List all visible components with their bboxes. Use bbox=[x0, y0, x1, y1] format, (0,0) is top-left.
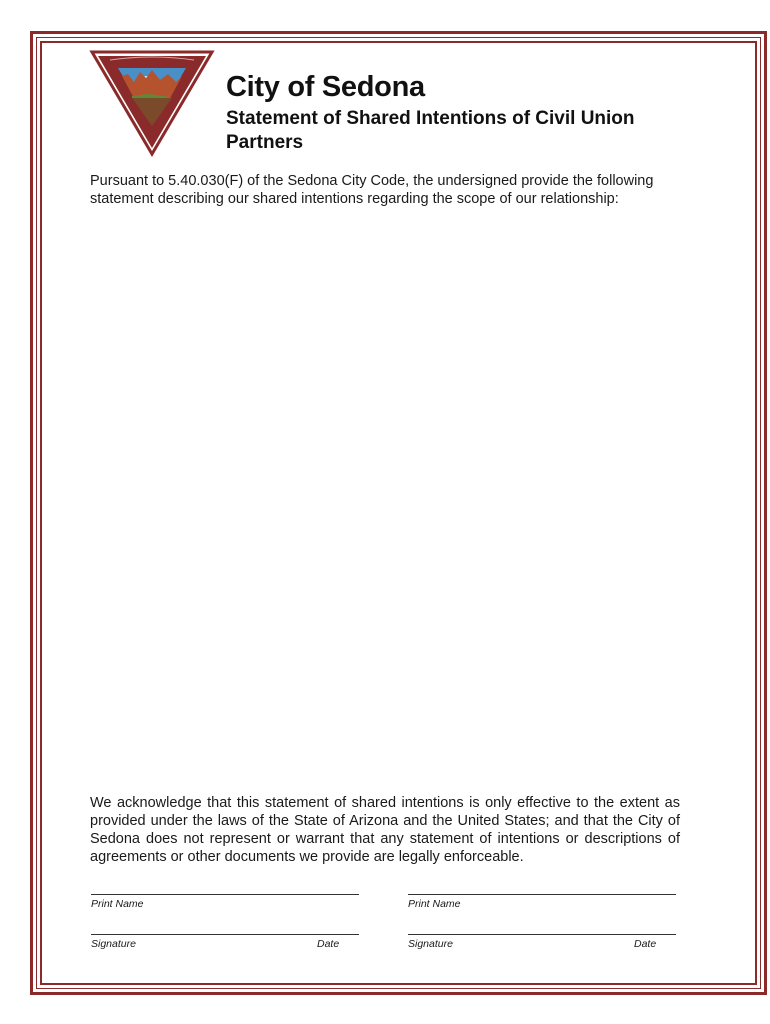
left-print-name-line[interactable] bbox=[91, 894, 359, 895]
acknowledgment-paragraph: We acknowledge that this statement of shared intentions is only effective to the extent as provided under the laws of the State of Arizona and the United States; and that the City of Sedona does not represent or warrant that any statement of intentions or descriptions of agreements or other documents we provide are legally enforceable. bbox=[90, 795, 680, 865]
page-subtitle: Statement of Shared Intentions of Civil Union Partners bbox=[226, 108, 635, 153]
right-print-name-label: Print Name bbox=[408, 898, 461, 910]
city-of-sedona-seal-logo bbox=[88, 50, 216, 158]
left-signature-line[interactable] bbox=[91, 934, 359, 935]
right-print-name-line[interactable] bbox=[408, 894, 676, 895]
statement-writing-area[interactable] bbox=[90, 215, 680, 785]
right-signature-line[interactable] bbox=[408, 934, 676, 935]
intro-paragraph: Pursuant to 5.40.030(F) of the Sedona City Code, the undersigned provide the following statement describing our shared intentions regarding the scope of our relationship: bbox=[90, 173, 654, 207]
left-signature-label: Signature bbox=[91, 938, 136, 950]
page-title: City of Sedona bbox=[226, 71, 425, 103]
right-signature-label: Signature bbox=[408, 938, 453, 950]
right-date-label: Date bbox=[634, 938, 657, 950]
left-date-label: Date bbox=[317, 938, 340, 950]
left-print-name-label: Print Name bbox=[91, 898, 144, 910]
